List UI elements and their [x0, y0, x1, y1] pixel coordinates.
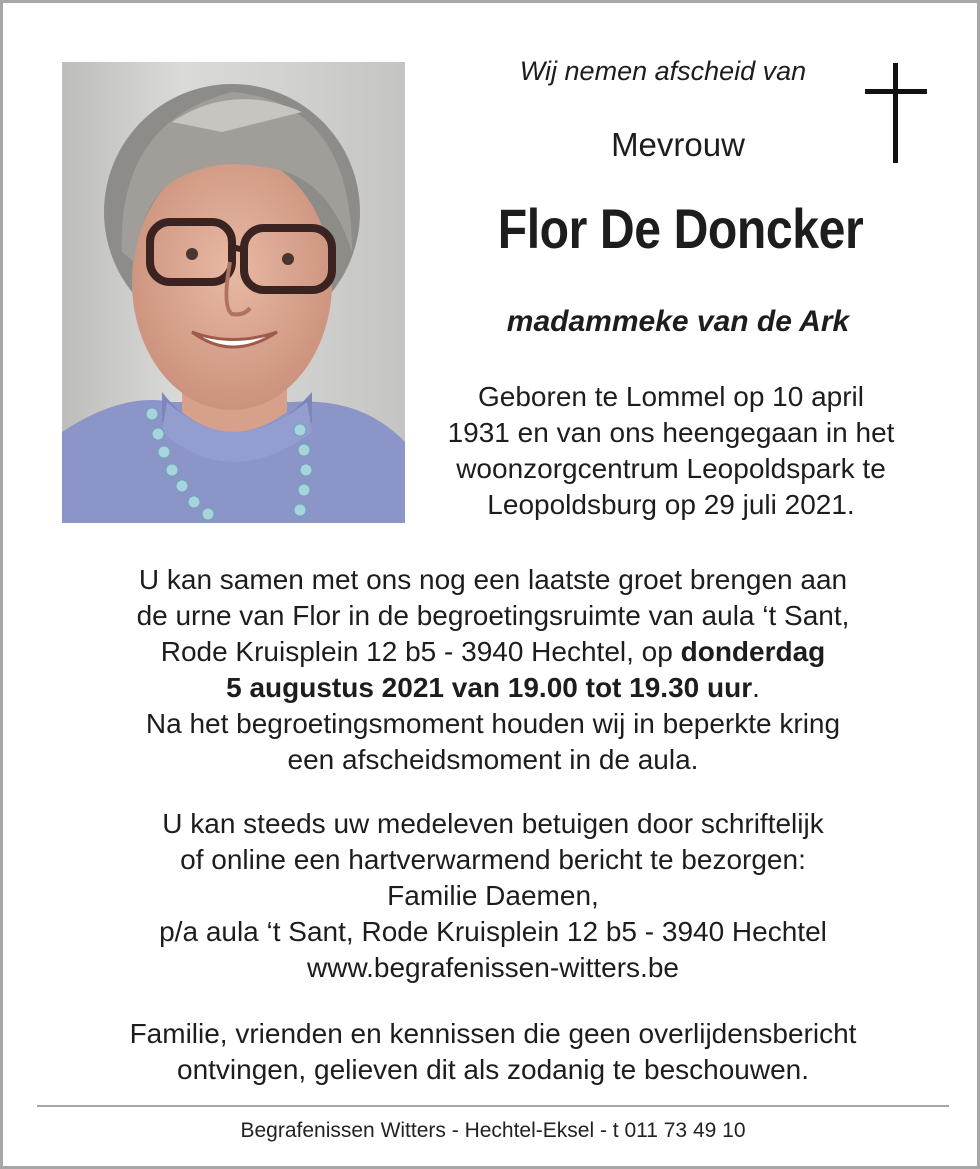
condolence-family: Familie Daemen, [387, 880, 599, 911]
portrait-photo [62, 62, 405, 523]
condolence-line: U kan steeds uw medeleven betuigen door schriftelijk [162, 808, 824, 839]
deceased-name: Flor De Doncker [497, 197, 864, 260]
footer-divider [37, 1105, 949, 1107]
condolence-address: p/a aula ‘t Sant, Rode Kruisplein 12 b5 - 3940 Hechtel [159, 916, 827, 947]
closing-note [43, 1016, 943, 1088]
farewell-period: . [752, 672, 760, 703]
birth-death-line: woonzorgcentrum Leopoldspark te [456, 453, 886, 484]
farewell-line [43, 670, 943, 706]
honorific-title: Mevrouw [611, 126, 745, 163]
birth-death-line: Leopoldsburg op 29 juli 2021. [487, 489, 855, 520]
condolence-line: of online een hartverwarmend bericht te bezorgen: [180, 844, 806, 875]
condolence-info [43, 806, 943, 986]
intro-text: Wij nemen afscheid van [519, 56, 807, 86]
birth-death-line: Geboren te Lommel op 10 april [478, 381, 864, 412]
farewell-line: de urne van Flor in de begroetingsruimte van aula ‘t Sant, [136, 600, 850, 631]
condolence-website-link[interactable]: www.begrafenissen-witters.be [307, 952, 679, 983]
farewell-info [43, 562, 943, 778]
farewell-address: Rode Kruisplein 12 b5 - 3940 Hechtel, op [160, 636, 681, 667]
farewell-day: donderdag [680, 636, 826, 667]
farewell-line: een afscheidsmoment in de aula. [287, 744, 699, 775]
nickname: madammeke van de Ark [506, 305, 850, 338]
closing-line: ontvingen, gelieven dit als zodanig te beschouwen. [177, 1054, 809, 1085]
birth-death-line: 1931 en van ons heengegaan in het [447, 417, 895, 448]
portrait-illustration [62, 62, 405, 523]
closing-line: Familie, vrienden en kennissen die geen overlijdensbericht [129, 1018, 857, 1049]
birth-death-info [411, 379, 931, 523]
funeral-home-footer: Begrafenissen Witters - Hechtel-Eksel - t 011 73 49 10 [240, 1119, 746, 1142]
farewell-line [43, 634, 943, 670]
farewell-line: Na het begroetingsmoment houden wij in beperkte kring [145, 708, 841, 739]
farewell-line: U kan samen met ons nog een laatste groet brengen aan [138, 564, 848, 595]
farewell-datetime: 5 augustus 2021 van 19.00 tot 19.30 uur [226, 672, 753, 703]
